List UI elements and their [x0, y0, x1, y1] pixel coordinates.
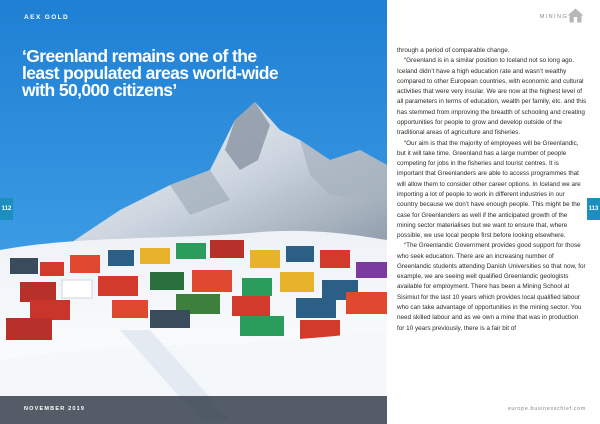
section-name: MINING: [539, 14, 568, 20]
article-body: [397, 46, 587, 334]
paragraph: “The Greenlandic Government provides good support for those who seek education. There are an increasing number of Greenlandic students attending Danish Universities so that now, for example, we are seeing well qualified Greenlandic geologists available for employment. There has been a Mining School at Sisimiut for the last 10 years which provides local qualified labour who can take advantage of opportunities in the mining sector. You need skilled labour and as we own a mine that was in production for 10 years previously, there is a fair bit of: [397, 242, 586, 332]
paragraph: through a period of comparable change.: [397, 47, 510, 54]
issue-date: NOVEMBER 2019: [24, 406, 86, 412]
right-page: [387, 0, 600, 424]
pull-quote: ‘Greenland remains one of the least populated areas world-wide with 50,000 citizens’: [22, 46, 279, 100]
home-icon[interactable]: [567, 8, 584, 23]
website-url[interactable]: europe.businesschief.com: [507, 406, 586, 412]
publication-name: AEX GOLD: [24, 14, 70, 21]
page-number-right: 113: [587, 198, 600, 220]
paragraph: “Our aim is that the majority of employees will be Greenlandic, but it will take time. Greenland has a large number of people competing for jobs in the fisheries and tourist centres. It is important that Greenlanders are able to access programmes that will allow them to consider other career options. In Iceland we are importing a lot of people to work in different industries in our country because we don’t have enough people. This might be the case for Greenlanders as well if the anticipated growth of the mining sector materialises but we want to ensure that, where possible, we use local people first before looking elsewhere.: [397, 139, 581, 240]
page-number-left: 112: [0, 198, 13, 220]
paragraph: “Greenland is in a similar position to Iceland not so long ago. Iceland didn’t have a high education rate and wasn’t wealthy compared to other European countries, with economic and cultural activities that were very insular. We are now at the highest level of all parameters in terms of education, wealth per family, etc. and this has stemmed from improving the breadth of schooling and creating opportunities for people to grow and develop outside of the traditional areas of agriculture and fisheries.: [397, 57, 587, 137]
